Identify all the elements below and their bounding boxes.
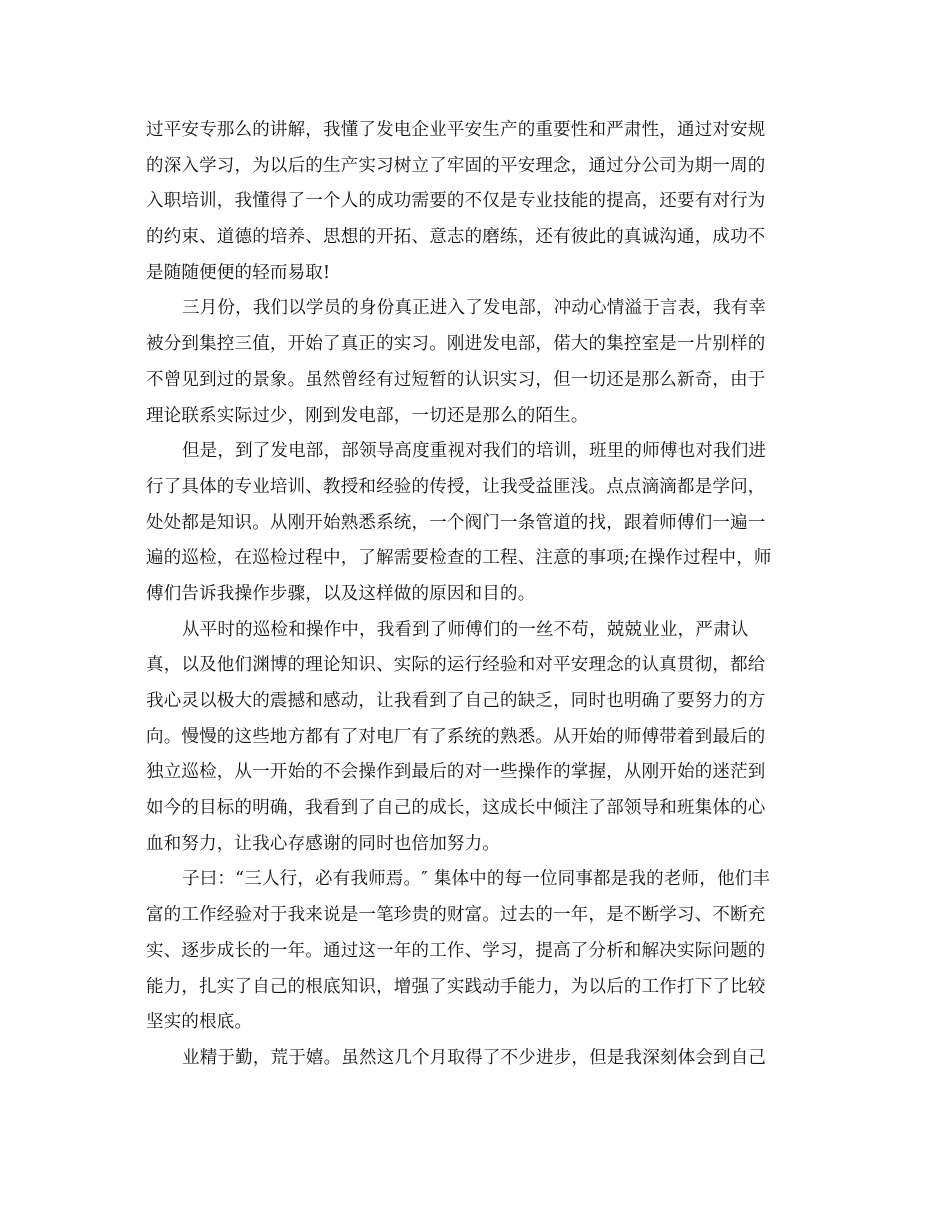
- text-line: 被分到集控三值，开始了真正的实习。刚进发电部，偌大的集控室是一片别样的: [146, 334, 766, 355]
- text-line: 遍的巡检，在巡检过程中，了解需要检查的工程、注意的事项;在操作过程中，师: [146, 548, 772, 569]
- body-text: [146, 113, 812, 1077]
- text-line: 入职培训，我懂得了一个人的成功需要的不仅是专业技能的提高，还要有对行为: [146, 191, 766, 212]
- text-line: 我心灵以极大的震撼和感动，让我看到了自己的缺乏，同时也明确了要努力的方: [146, 691, 766, 711]
- text-line: 理论联系实际过少，刚到发电部，一切还是那么的陌生。: [146, 405, 589, 426]
- text-line: 是随随便便的轻而易取!: [146, 262, 331, 283]
- paragraph-first-line: 子曰：“三人行，必有我师焉。″ 集体中的每一位同事都是我的老师，他们丰: [182, 869, 771, 890]
- text-line: 的深入学习，为以后的生产实习树立了牢固的平安理念，通过分公司为期一周的: [146, 155, 766, 176]
- text-line: 能力，扎实了自己的根底知识，增强了实践动手能力，为以后的工作打下了比较: [146, 976, 766, 997]
- text-line: 向。慢慢的这些地方都有了对电厂有了系统的熟悉。从开始的师傅带着到最后的: [146, 726, 766, 747]
- text-line: 血和努力，让我心存感谢的同时也倍加努力。: [146, 833, 500, 854]
- paragraph-first-line: 业精于勤，荒于嬉。虽然这几个月取得了不少进步，但是我深刻体会到自己: [182, 1047, 767, 1068]
- text-line: 傅们告诉我操作步骤，以及这样做的原因和目的。: [146, 583, 536, 604]
- text-line: 过平安专那么的讲解，我懂了发电企业平安生产的重要性和严肃性，通过对安规: [146, 120, 766, 140]
- text-line: 独立巡检，从一开始的不会操作到最后的对一些操作的掌握，从刚开始的迷茫到: [146, 762, 766, 783]
- text-line: 真，以及他们渊博的理论知识、实际的运行经验和对平安理念的认真贯彻，都给: [146, 655, 766, 676]
- text-line: 坚实的根底。: [146, 1012, 253, 1033]
- text-line: 富的工作经验对于我来说是一笔珍贵的财富。过去的一年，是不断学习、不断充: [146, 905, 766, 926]
- paragraph-first-line: 从平时的巡检和操作中，我看到了师傅们的一丝不苟，兢兢业业，严肃认: [182, 619, 749, 640]
- text-line: 实、逐步成长的一年。通过这一年的工作、学习，提高了分析和解决实际问题的: [146, 940, 766, 961]
- text-line: 不曾见到过的景象。虽然曾经有过短暂的认识实习，但一切还是那么新奇，由于: [146, 369, 766, 390]
- paragraph-first-line: 但是，到了发电部，部领导高度重视对我们的培训，班里的师傅也对我们进: [182, 441, 767, 462]
- text-line: 的约束、道德的培养、思想的开拓、意志的磨练，还有彼此的真诚沟通，成功不: [146, 227, 766, 248]
- text-line: 如今的目标的明确，我看到了自己的成长，这成长中倾注了部领导和班集体的心: [146, 798, 766, 819]
- paragraph-first-line: 三月份，我们以学员的身份真正进入了发电部，冲动心情溢于言表，我有幸: [182, 298, 767, 319]
- text-line: 处处都是知识。从刚开始熟悉系统，一个阀门一条管道的找，跟着师傅们一遍一: [146, 512, 766, 533]
- text-line: 行了具体的专业培训、教授和经验的传授，让我受益匪浅。点点滴滴都是学问，: [146, 476, 766, 497]
